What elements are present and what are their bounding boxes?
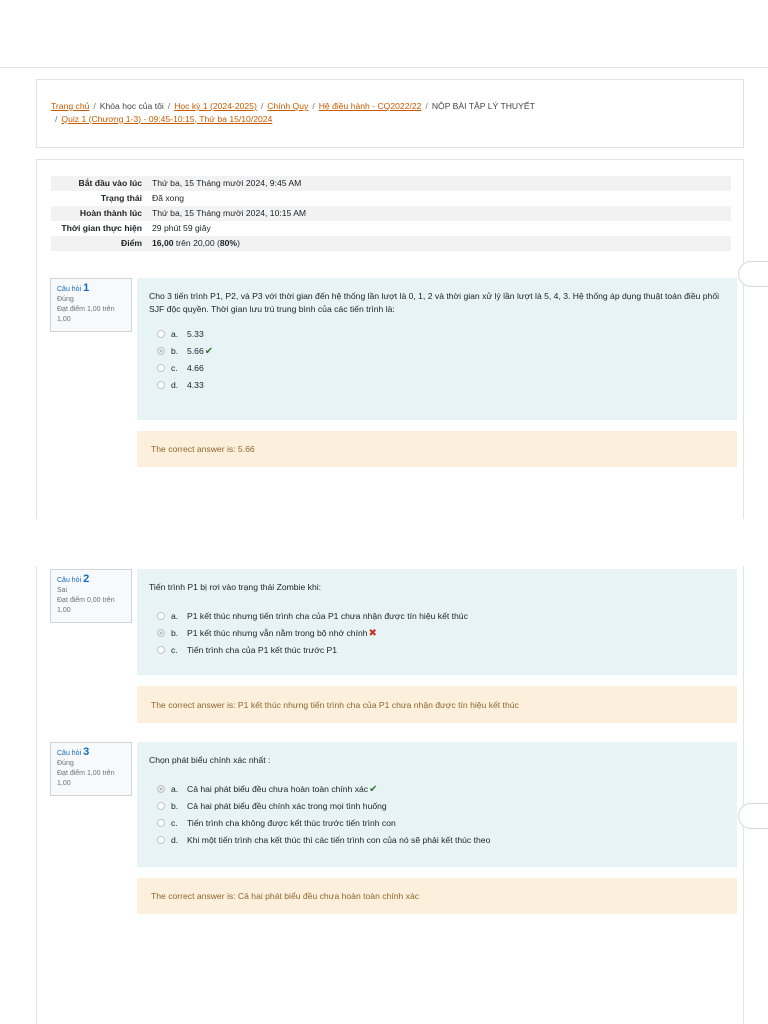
answer-option <box>149 608 725 625</box>
correct-answer-feedback-2: The correct answer is: P1 kết thúc nhưng tiến trình cha của P1 chưa nhận được tín hiệu kết thúc <box>137 686 737 723</box>
question-number-value: 1 <box>83 282 90 294</box>
question-prefix: Câu hỏi <box>57 750 82 757</box>
question-content-1 <box>137 278 737 420</box>
question-status: Đúng <box>57 760 74 767</box>
answer-letter: b. <box>171 346 179 356</box>
radio-button[interactable] <box>157 381 165 389</box>
answer-option <box>149 326 725 343</box>
radio-button[interactable] <box>157 802 165 810</box>
question-number-value: 3 <box>83 746 90 758</box>
answer-letter: b. <box>171 628 179 638</box>
question-status: Sai <box>57 587 68 594</box>
summary-value: Thứ ba, 15 Tháng mười 2024, 10:15 AM <box>152 208 307 218</box>
summary-label: Bắt đầu vào lúc <box>78 178 142 188</box>
answer-option <box>149 832 725 849</box>
breadcrumb-separator: / <box>260 101 264 111</box>
summary-row-duration <box>51 221 731 236</box>
summary-label: Thời gian thực hiện <box>61 223 142 233</box>
breadcrumb-program-link[interactable]: Chính Quy <box>267 101 309 111</box>
radio-button[interactable] <box>157 330 165 338</box>
answer-option-selected <box>149 625 725 642</box>
breadcrumb-separator: / <box>425 101 428 111</box>
question-number <box>57 747 125 759</box>
summary-row-grade <box>51 236 731 251</box>
answer-letter: a. <box>171 611 179 621</box>
summary-value: Thứ ba, 15 Tháng mười 2024, 9:45 AM <box>152 178 302 188</box>
answer-letter: c. <box>171 645 178 655</box>
radio-button[interactable] <box>157 612 165 620</box>
summary-row-started <box>51 176 731 191</box>
answer-option <box>149 377 725 394</box>
check-icon: ✔ <box>204 346 214 357</box>
radio-button[interactable] <box>157 836 165 844</box>
question-number <box>57 574 125 586</box>
question-info-1 <box>50 278 132 332</box>
breadcrumb-quiz-link[interactable]: Quiz 1 (Chương 1-3) - 09:45-10:15, Thứ ba 15/10/2024 <box>61 113 273 124</box>
answer-option-selected <box>149 781 725 798</box>
summary-value <box>148 236 731 251</box>
question-content-2 <box>137 569 737 675</box>
radio-button-selected[interactable] <box>157 629 165 637</box>
answer-letter: b. <box>171 801 179 811</box>
side-drawer-toggle[interactable] <box>738 261 768 287</box>
radio-button-selected[interactable] <box>157 347 165 355</box>
quiz-review-panel-top <box>36 159 744 519</box>
answer-letter: a. <box>171 784 179 794</box>
question-mark: Đạt điểm 1,00 trên 1,00 <box>57 306 115 323</box>
summary-label: Trạng thái <box>100 193 142 203</box>
breadcrumb-section: NỘP BÀI TẬP LÝ THUYẾT <box>431 101 535 111</box>
summary-row-state <box>51 191 731 206</box>
grade-total: trên 20,00 ( <box>173 238 220 248</box>
question-text: Cho 3 tiến trình P1, P2, và P3 với thời gian đến hệ thống lần lượt là 0, 1, 2 và thời gian xử lý lần lượt là 5, 4, 3. Hệ thống áp dụng thuật toán điều phối SJF độc quyền. Thời gian lưu trú trung bình của các tiến trình là: <box>149 291 720 314</box>
answer-text: Cả hai phát biểu đều chính xác trong mọi tình huống <box>187 801 387 811</box>
answer-text: 5.66 <box>187 346 204 356</box>
attempt-summary-table <box>51 176 731 251</box>
breadcrumb <box>36 79 744 148</box>
answer-text: Cả hai phát biểu đều chưa hoàn toàn chính xác <box>187 784 369 794</box>
summary-label: Hoàn thành lúc <box>79 208 142 218</box>
answer-text: 4.33 <box>187 380 204 390</box>
breadcrumb-separator: / <box>167 101 171 111</box>
grade-percent: 80% <box>219 238 238 248</box>
breadcrumb-separator: / <box>93 101 96 111</box>
question-content-3 <box>137 742 737 867</box>
answer-text: P1 kết thúc nhưng vẫn nằm trong bộ nhớ chính <box>187 628 368 638</box>
answer-option <box>149 360 725 377</box>
summary-value: 29 phút 59 giây <box>152 223 211 233</box>
summary-value: Đã xong <box>152 193 185 203</box>
answer-letter: a. <box>171 329 179 339</box>
radio-button[interactable] <box>157 646 165 654</box>
summary-row-completed <box>51 206 731 221</box>
grade-close: ) <box>237 238 240 248</box>
breadcrumb-semester-link[interactable]: Học kỳ 1 (2024-2025) <box>174 101 257 111</box>
answer-letter: d. <box>171 835 179 845</box>
question-prefix: Câu hỏi <box>57 577 82 584</box>
top-divider <box>0 67 768 68</box>
side-drawer-toggle[interactable] <box>738 803 768 829</box>
question-text: Tiến trình P1 bị rơi vào trạng thái Zombie khi: <box>149 582 322 592</box>
grade-score: 16,00 <box>152 238 174 248</box>
answer-text: Tiến trình cha không được kết thúc trước tiến trình con <box>187 818 396 828</box>
breadcrumb-separator: / <box>312 101 315 111</box>
answer-letter: c. <box>171 818 178 828</box>
radio-button[interactable] <box>157 819 165 827</box>
answer-option-selected <box>149 343 725 360</box>
check-icon: ✔ <box>369 784 378 795</box>
summary-label: Điểm <box>120 238 142 248</box>
answer-text: 4.66 <box>187 363 204 373</box>
correct-answer-feedback-1: The correct answer is: 5.66 <box>137 431 737 467</box>
radio-button[interactable] <box>157 364 165 372</box>
answer-text: Khi một tiến trình cha kết thúc thì các tiến trình con của nó sẽ phải kết thúc theo <box>187 835 491 845</box>
breadcrumb-separator: / <box>55 113 58 124</box>
radio-button-selected[interactable] <box>157 785 165 793</box>
question-info-3 <box>50 742 132 796</box>
breadcrumb-my-courses: Khóa học của tôi <box>99 101 164 111</box>
question-status: Đúng <box>57 296 74 303</box>
answer-text: Tiến trình cha của P1 kết thúc trước P1 <box>187 645 338 655</box>
breadcrumb-home-link[interactable]: Trang chủ <box>51 101 90 111</box>
correct-answer-feedback-3: The correct answer is: Cả hai phát biểu đều chưa hoàn toàn chính xác <box>137 878 737 914</box>
answer-text: P1 kết thúc nhưng tiến trình cha của P1 chưa nhận được tín hiệu kết thúc <box>187 611 468 621</box>
answer-text: 5.33 <box>187 329 204 339</box>
breadcrumb-course-link[interactable]: Hệ điều hành - CQ2022/22 <box>318 101 422 111</box>
question-mark: Đạt điểm 0,00 trên 1,00 <box>57 597 115 614</box>
question-number <box>57 283 125 295</box>
answer-letter: c. <box>171 363 178 373</box>
answer-option <box>149 642 725 659</box>
quiz-review-panel-bottom <box>36 566 744 1024</box>
answer-letter: d. <box>171 380 179 390</box>
question-mark: Đạt điểm 1,00 trên 1,00 <box>57 770 115 787</box>
answer-option <box>149 798 725 815</box>
question-prefix: Câu hỏi <box>57 286 82 293</box>
question-text: Chọn phát biểu chính xác nhất : <box>149 755 271 765</box>
question-number-value: 2 <box>83 573 90 585</box>
answer-option <box>149 815 725 832</box>
cross-icon: ✖ <box>368 628 377 639</box>
question-info-2 <box>50 569 132 623</box>
